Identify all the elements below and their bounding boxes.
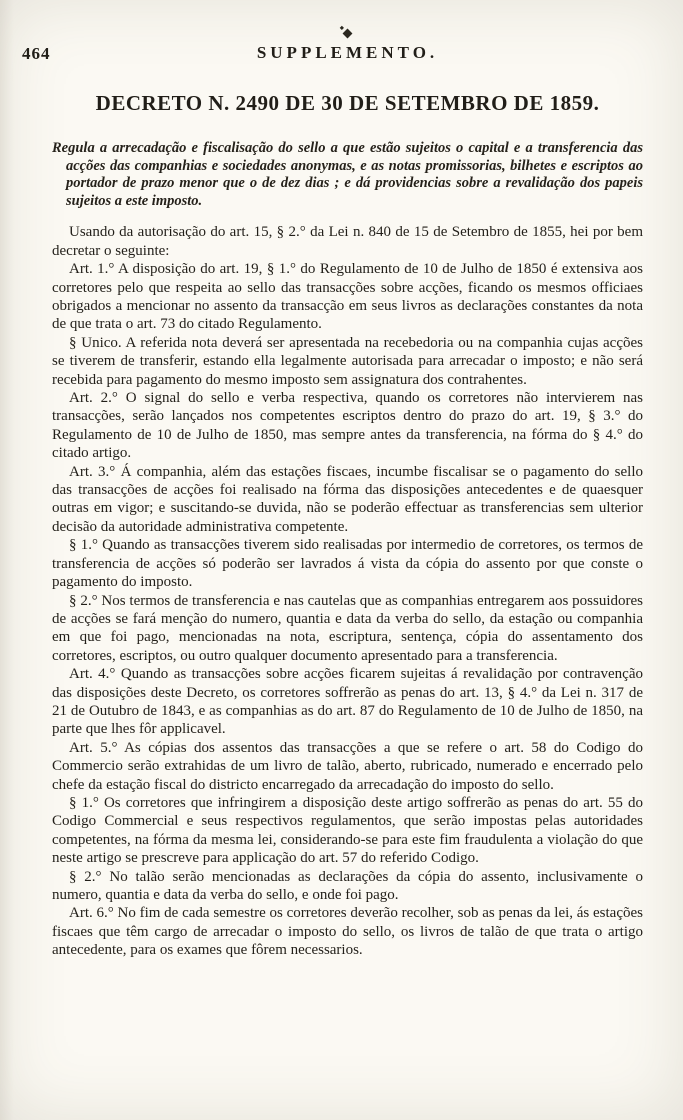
paragraph-art-1-unico: § Unico. A referida nota deverá ser apresentada na recebedoria ou na companhia cujas acções se tiverem de transferir, estando ella legalmente autorisada para arrecadar o imposto; e não será recebida para pagamento do mesmo imposto sem assignatura dos contrahentes. [52, 334, 643, 388]
paragraph-art-5: Art. 5.° As cópias dos assentos das transacções a que se refere o art. 58 do Codigo do Commercio serão extrahidas de um livro de talão, aberto, rubricado, numerado e encerrado pelo chefe da estação fiscal do districto encarregado da arrecadação do imposto do sello. [52, 739, 643, 793]
page-number: 464 [22, 44, 51, 63]
paragraph-art-6: Art. 6.° No fim de cada semestre os corretores deverão recolher, sob as penas da lei, ás estações fiscaes que têm cargo de arrecadar o imposto do sello, os livros de talão de que trata o artigo antecedente, para os exames que fôrem necessarios. [52, 905, 643, 959]
paragraph-art-3-s2: § 2.° Nos termos de transferencia e nas cautelas que as companhias entregarem aos possuidores de acções se fará menção do numero, quantia e data da verba do sello, da estação ou companhia em que foi pago, mencionadas na nota, escriptura, sentença, cópia do assentamento dos corretores, escriptos, ou outro qualquer documento apresentado para a transferencia. [52, 592, 643, 664]
paragraph-art-5-s1: § 1.° Os corretores que infringirem a disposição deste artigo soffrerão as penas do art. 55 do Codigo Commercial e seus respectivos regulamentos, que serão impostas pelas autoridades competentes, na fórma da mesma lei, considerando-se para este fim fraudulenta a violação do que neste artigo se prescreve para applicação do art. 57 do referido Codigo. [52, 794, 643, 867]
paragraph-art-5-s2: § 2.° No talão serão mencionadas as declarações da cópia do assento, inclusivamente o numero, quantia e data da verba do sello, e onde foi pago. [52, 868, 643, 903]
paragraph-preamble: Usando da autorisação do art. 15, § 2.° da Lei n. 840 de 15 de Setembro de 1855, hei por bem decretar o seguinte: [52, 224, 643, 259]
decree-body [52, 223, 643, 959]
journal-header: SUPPLEMENTO. [256, 43, 439, 62]
printer-ornament-icon [343, 29, 353, 39]
page-header [22, 43, 643, 67]
paragraph-art-4: Art. 4.° Quando as transacções sobre acções ficarem sujeitas á revalidação por contravenção das disposições deste Decreto, os corretores soffrerão as penas do art. 13, § 4.° da Lei n. 317 de 21 de Outubro de 1843, e as companhias as do art. 87 do Regulamento de 10 de Julho de 1850, na parte que lhes fôr applicavel. [52, 666, 643, 738]
paragraph-art-3: Art. 3.° Á companhia, além das estações fiscaes, incumbe fiscalisar se o pagamento do sello das transacções de acções foi realisado na fórma das disposições antecedentes e de quaesquer outras em vigor; e suscitando-se duvida, não se poderão effectuar as transferencias sem ulterior decisão da autoridade administrativa competente. [52, 463, 643, 535]
paragraph-art-1: Art. 1.° A disposição do art. 19, § 1.° do Regulamento de 10 de Julho de 1850 é extensiva aos corretores pelo que respeita ao sello das transacções sobre acções, ficando os mesmos officiaes obrigados a mencionar no assento da transacção em seus livros as declarações constantes da nota de que trata o art. 73 do citado Regulamento. [52, 261, 643, 333]
decree-title: DECRETO N. 2490 DE 30 DE SETEMBRO DE 1859. [95, 91, 600, 115]
paragraph-art-2: Art. 2.° O signal do sello e verba respectiva, quando os corretores não intervierem nas transacções, serão lançados nos competentes escriptos dentro do prazo do art. 19, § 3.° do Regulamento de 10 de Julho de 1850, mas sempre antes da transferencia, na fórma do § 4.° do citado artigo. [52, 390, 643, 462]
decree-summary: Regula a arrecadação e fiscalisação do sello a que estão sujeitos o capital e a transferencia das acções das companhias e sociedades anonymas, e as notas promissorias, bilhetes e escriptos ao portador de prazo menor que o de dez dias ; e dá providencias sobre a revalidação dos papeis sujeitos a este imposto. [52, 140, 643, 209]
paragraph-art-3-s1: § 1.° Quando as transacções tiverem sido realisadas por intermedio de corretores, os termos de transferencia de acções só poderão ser lavrados á vista da cópia do assento por que conste o pagamento do imposto. [52, 537, 643, 591]
